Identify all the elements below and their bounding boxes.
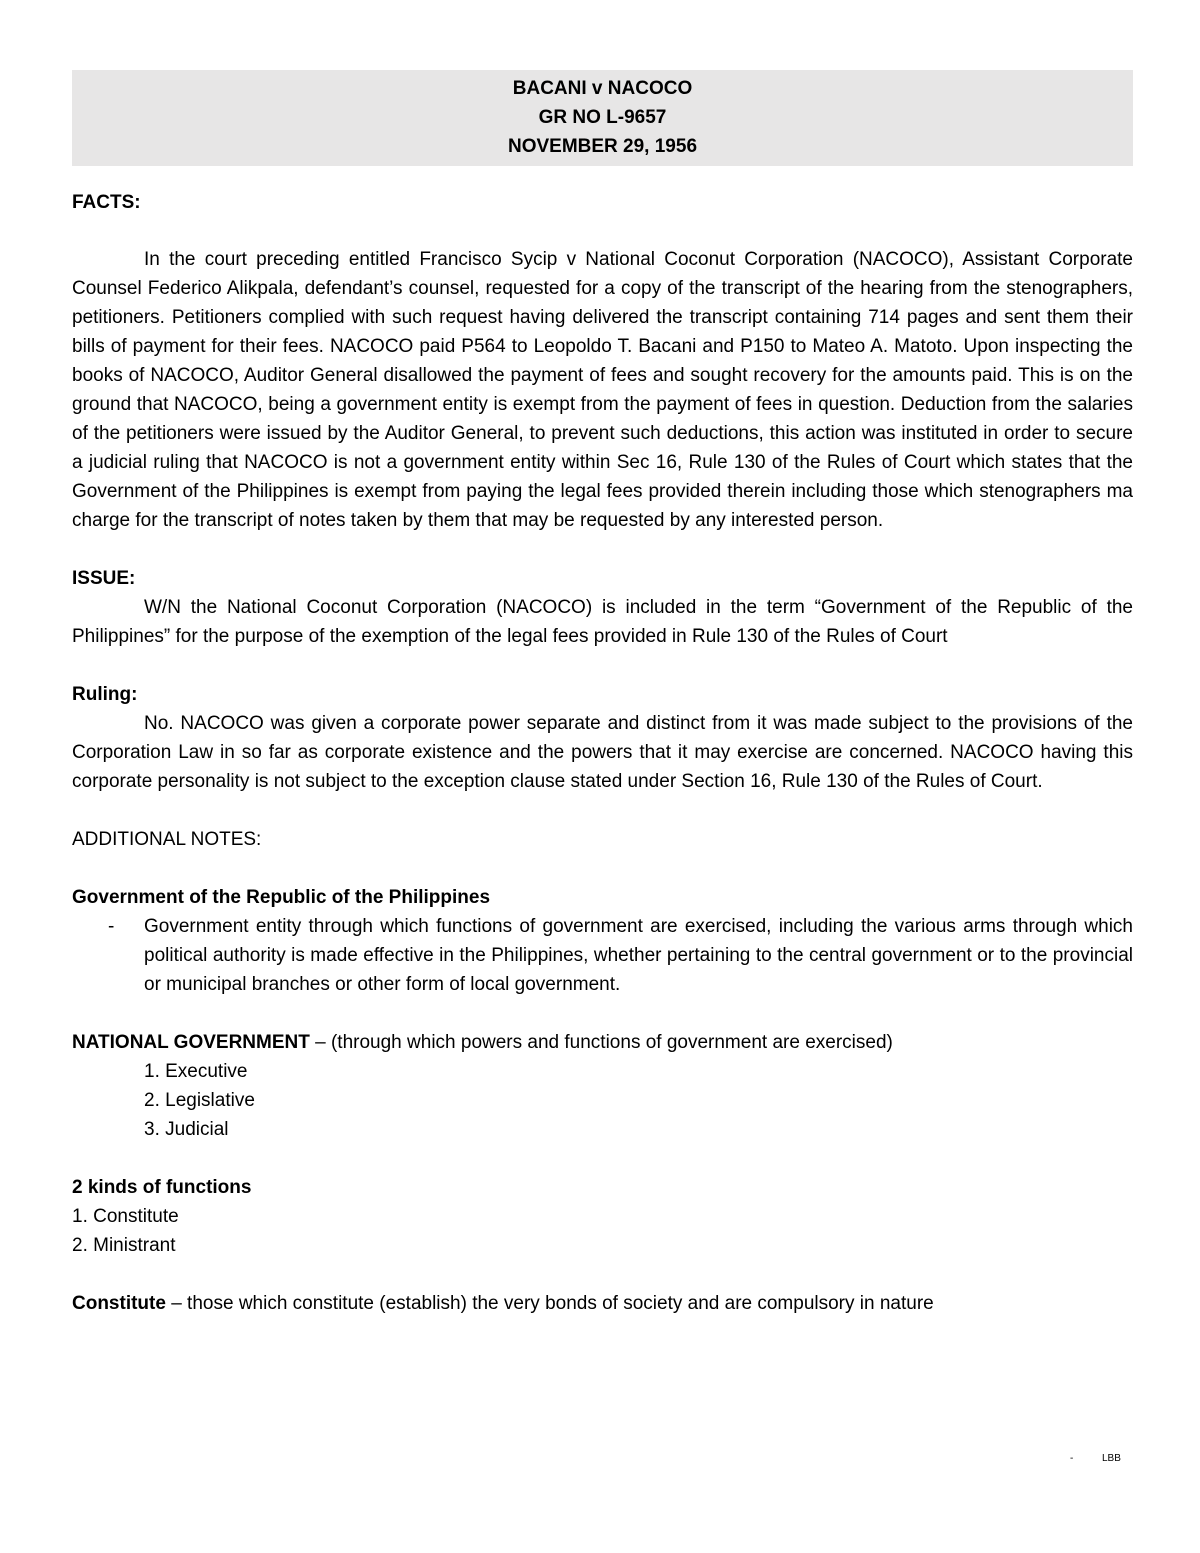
footer-initials: LBB bbox=[1102, 1453, 1121, 1464]
facts-body: In the court preceding entitled Francisco Sycip v National Coconut Corporation (NACOCO), Assistant Corporate Counsel Federico Alikpala, defendant’s counsel, requested for a copy of the transcript of the hearing from the stenographers, petitioners. Petitioners complied with such request having delivered the transcript containing 714 pages and sent them their bills of payment for their fees. NACOCO paid P564 to Leopoldo T. Bacani and P150 to Mateo A. Matoto. Upon inspecting the books of NACOCO, Auditor General disallowed the payment of fees and sought recovery for the amounts paid. This is on the ground that NACOCO, being a government entity is exempt from the payment of fees in question. Deduction from the salaries of the petitioners were issued by the Auditor General, to prevent such deductions, this action was instituted in order to secure a judicial ruling that NACOCO is not a government entity within Sec 16, Rule 130 of the Rules of Court which states that the Government of the Philippines is exempt from paying the legal fees provided therein including those which stenographers ma charge for the transcript of notes taken by them that may be requested by any interested person. bbox=[72, 249, 1133, 531]
footer-mark: - bbox=[1070, 1453, 1074, 1464]
list-item: 3. Judicial bbox=[144, 1119, 229, 1140]
national-government-text: – (through which powers and functions of government are exercised) bbox=[309, 1032, 893, 1053]
government-heading: Government of the Republic of the Philippines bbox=[72, 887, 491, 908]
kinds-of-functions-list bbox=[72, 1202, 1133, 1260]
case-number: GR NO L-9657 bbox=[538, 107, 667, 128]
government-definition-text: Government entity through which functions of government are exercised, including the various arms through which political authority is made effective in the Philippines, whether pertaining to the central government or to the provincial or municipal branches or other form of local government. bbox=[144, 916, 1133, 995]
list-item: 2. Legislative bbox=[144, 1090, 255, 1111]
constitute-text: – those which constitute (establish) the very bonds of society and are compulsory in nature bbox=[165, 1293, 934, 1314]
constitute-definition bbox=[72, 1289, 1133, 1318]
list-item: 1. Constitute bbox=[72, 1206, 179, 1227]
facts-heading: FACTS: bbox=[72, 192, 141, 213]
case-title-box bbox=[72, 70, 1133, 166]
case-title: BACANI v NACOCO bbox=[512, 78, 693, 99]
page-footer bbox=[1070, 1452, 1140, 1466]
list-item: 1. Executive bbox=[144, 1061, 248, 1082]
ruling-heading: Ruling: bbox=[72, 684, 138, 705]
document-page bbox=[72, 70, 1133, 1318]
case-date: NOVEMBER 29, 1956 bbox=[507, 136, 698, 157]
national-government-line bbox=[72, 1028, 1133, 1057]
ruling-body: No. NACOCO was given a corporate power separate and distinct from it was made subject to the provisions of the Corporation Law in so far as corporate existence and the powers that it may exercise are concerned. NACOCO having this corporate personality is not subject to the exception clause stated under Section 16, Rule 130 of the Rules of Court. bbox=[72, 713, 1133, 792]
national-government-list bbox=[72, 1057, 1133, 1144]
kinds-of-functions-heading: 2 kinds of functions bbox=[72, 1177, 252, 1198]
government-definition bbox=[72, 912, 1133, 999]
issue-body: W/N the National Coconut Corporation (NACOCO) is included in the term “Government of the Republic of the Philippines” for the purpose of the exemption of the legal fees provided in Rule 130 of the Rules of Court bbox=[72, 597, 1133, 647]
list-item: 2. Ministrant bbox=[72, 1235, 176, 1256]
national-government-label: NATIONAL GOVERNMENT bbox=[72, 1032, 310, 1053]
dash-bullet: - bbox=[108, 916, 115, 937]
additional-notes-heading: ADDITIONAL NOTES: bbox=[72, 829, 262, 850]
constitute-label: Constitute bbox=[72, 1293, 166, 1314]
issue-heading: ISSUE: bbox=[72, 568, 136, 589]
